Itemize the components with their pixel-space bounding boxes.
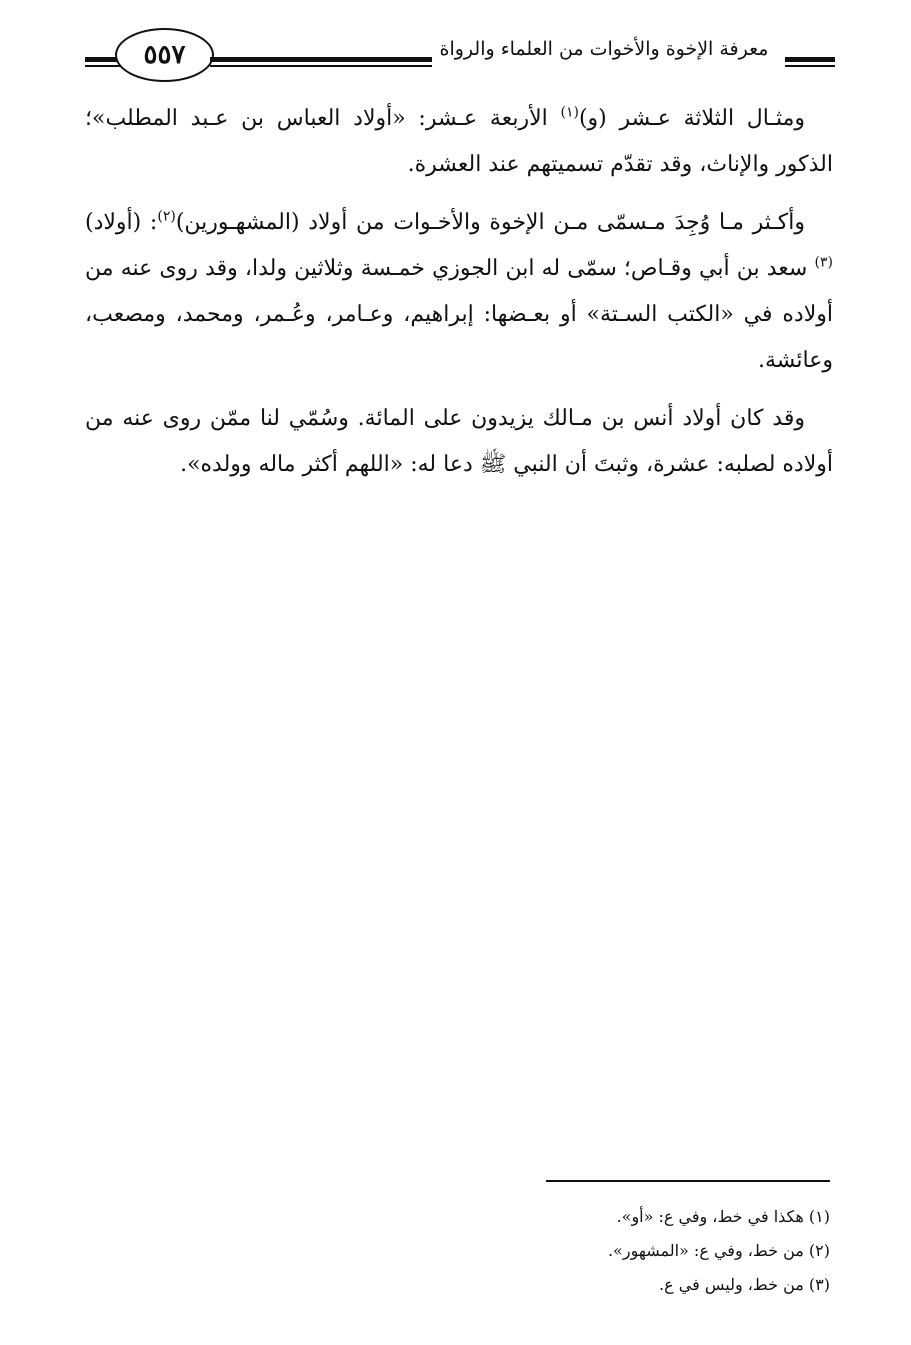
header-rule-middle [210, 57, 432, 62]
paragraph-2 [85, 200, 833, 384]
footnote-ref-3: (٣) [814, 254, 833, 271]
paragraph-1 [85, 96, 833, 188]
footnote-ref-2: (٢) [157, 208, 176, 225]
paragraph-1-text-a: ومثـال الثلاثة عـشر (و) [578, 106, 805, 131]
paragraph-2-text-a: وأكـثر مـا وُجِدَ مـسمّى مـن الإخوة والأخـوات من أولاد (المشهـورين) [175, 210, 805, 235]
footnote-ref-1: (١) [560, 104, 579, 121]
page-header [85, 20, 835, 80]
footnote-separator [546, 1180, 830, 1182]
running-title: معرفة الإخوة والأخوات من العلماء والرواة [439, 38, 769, 60]
paragraph-2-text-c: سعد بن أبي وقـاص؛ سمّى له ابن الجوزي خمـسة وثلاثين ولدا، وقد روى عنه من أولاده في «الكتب السـتة» أو بعـضها: إبراهيم، وعـامر، وعُـمر، ومحمد، ومصعب، وعائشة. [85, 256, 833, 373]
header-rule-middle-thin [210, 65, 432, 67]
paragraph-1-text-b: الأربعة عـشر: «أولاد العباس بن عـبد المطلب»؛ الذكور والإناث، وقد تقدّم تسميتهم عند العشرة. [85, 106, 833, 177]
header-rule-right-thin [785, 65, 835, 67]
footnote-3: (٣) من خط، وليس في ع. [659, 1275, 830, 1294]
page-number: ٥٥٧ [115, 28, 214, 82]
footnote-1: (١) هكذا في خط، وفي ع: «أو». [616, 1207, 830, 1226]
footnotes [430, 1200, 830, 1302]
footnote-2: (٢) من خط، وفي ع: «المشهور». [607, 1241, 830, 1260]
main-text [85, 96, 833, 500]
paragraph-3: وقد كان أولاد أنس بن مـالك يزيدون على المائة. وسُمّي لنا ممّن روى عنه من أولاده لصلبه: عشرة، وثبتَ أن النبي ﷺ دعا له: «اللهم أكثر ماله وولده». [85, 406, 833, 477]
header-rule-right [785, 57, 835, 62]
paragraph-2-text-b: : (أولاد) [85, 210, 158, 235]
